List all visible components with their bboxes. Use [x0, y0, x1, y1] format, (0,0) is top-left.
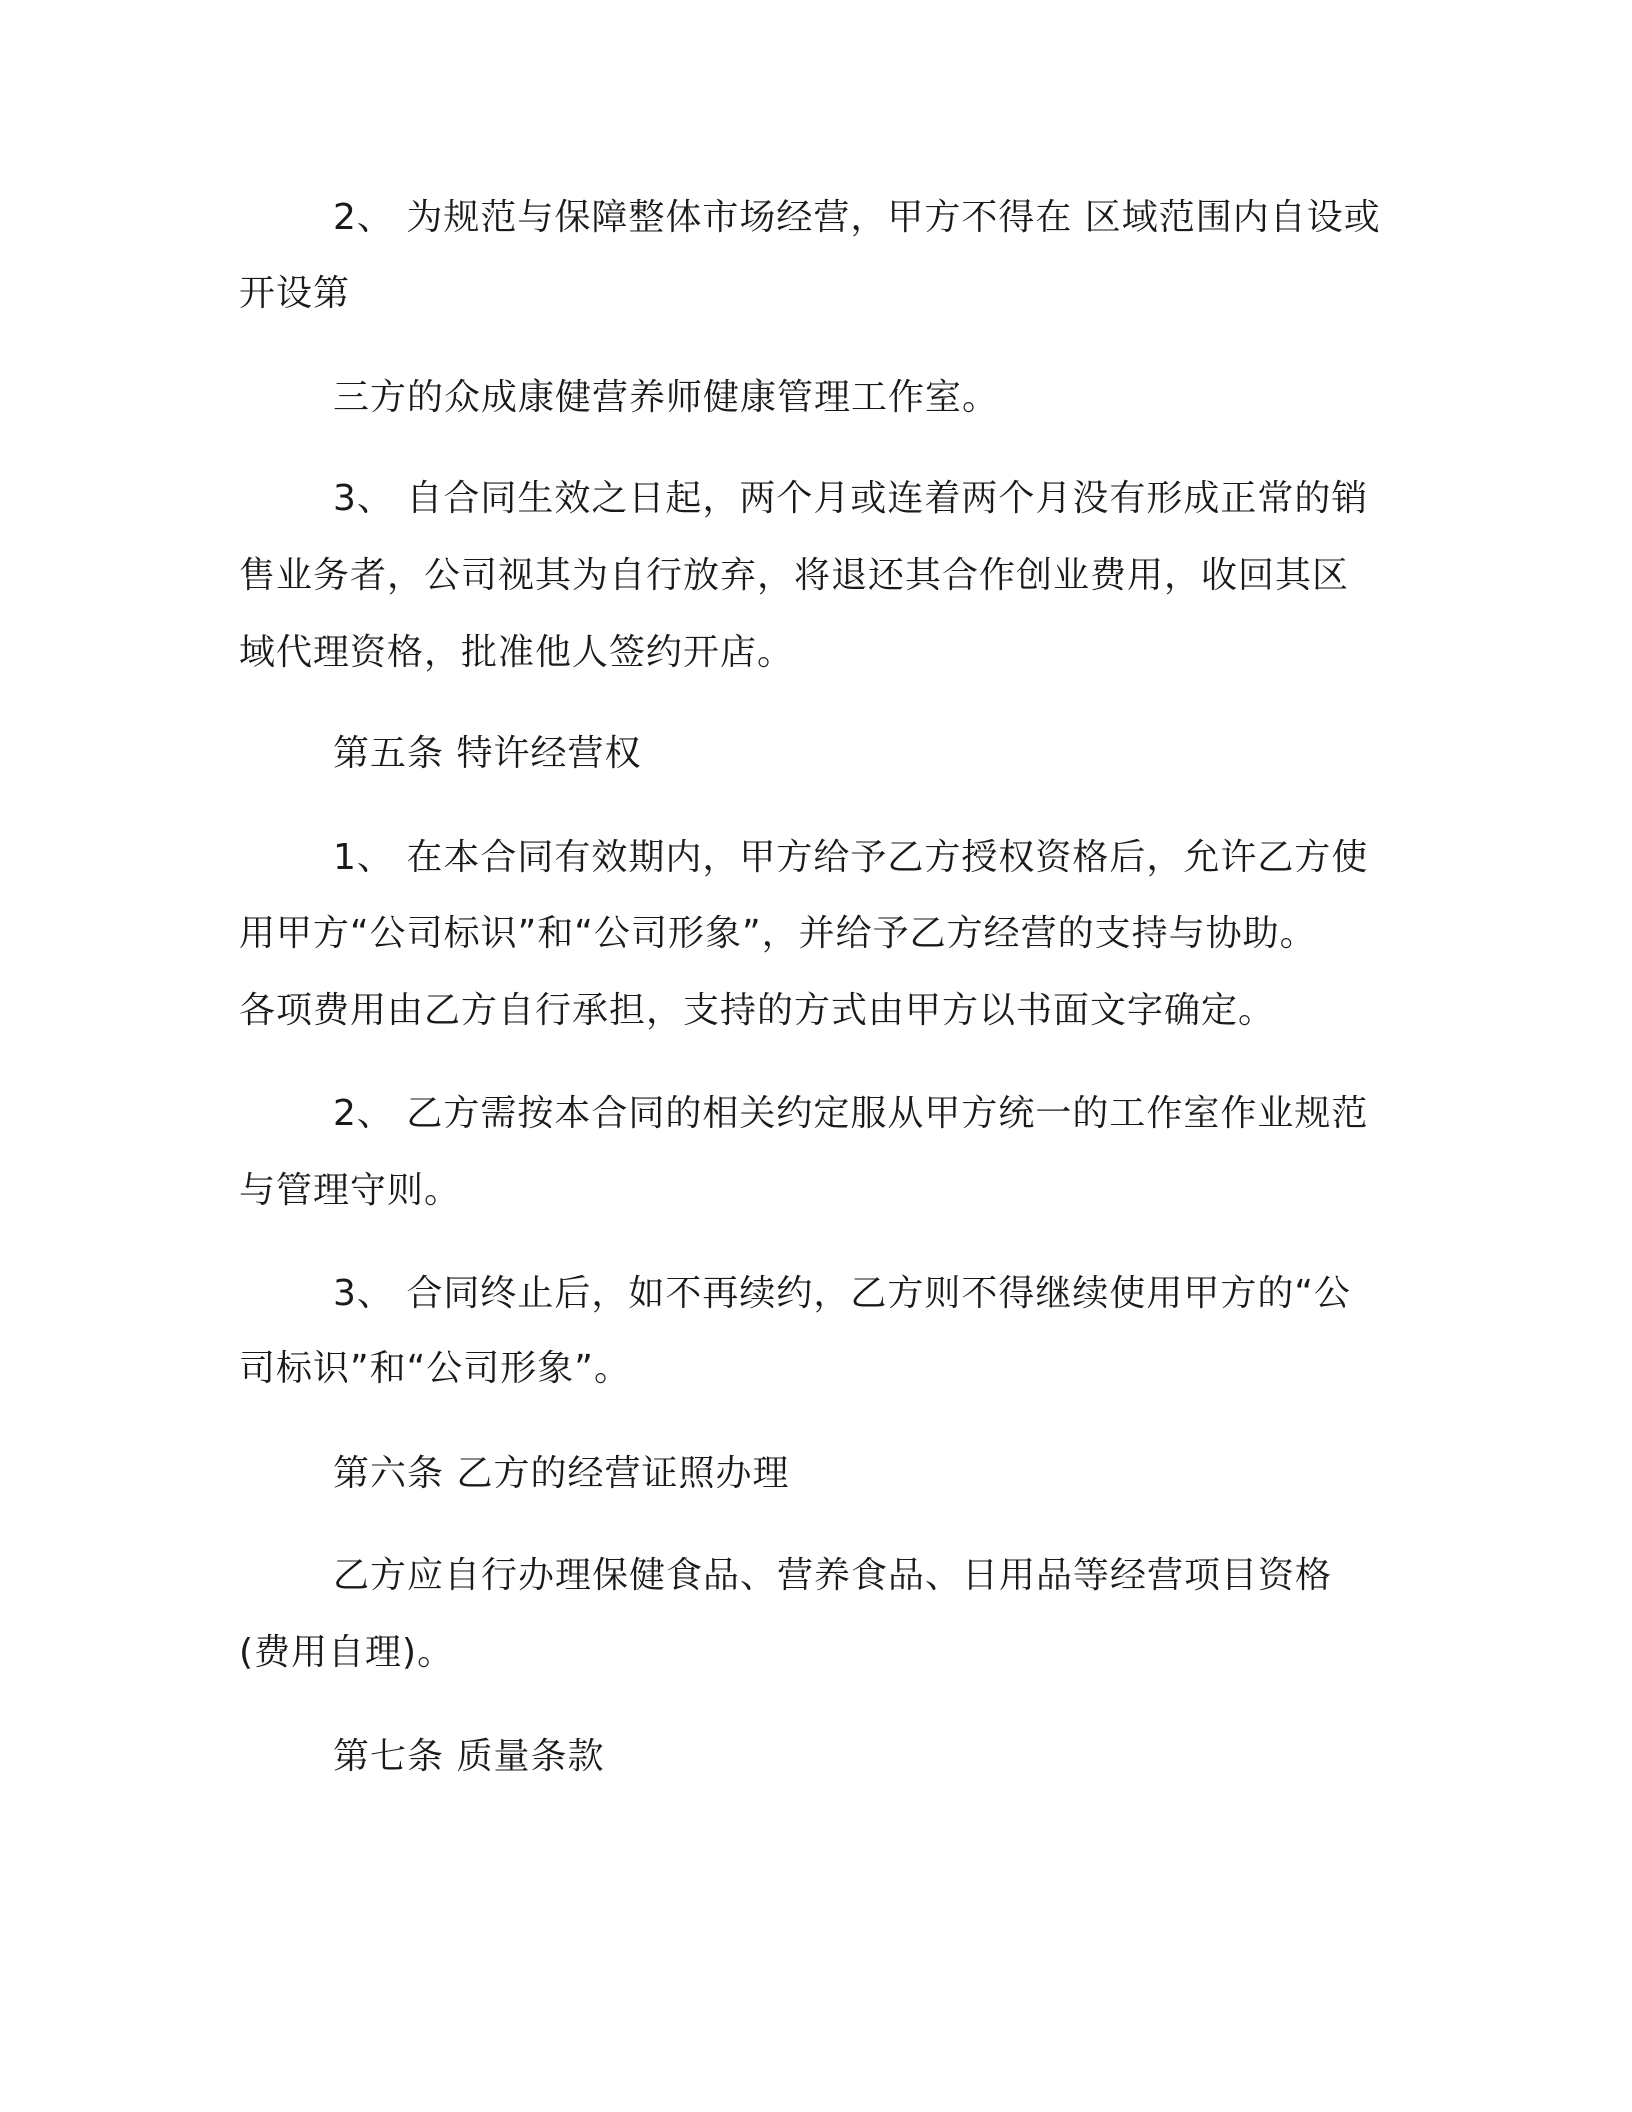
clause-4-item-3-line-1: 3、 自合同生效之日起，两个月或连着两个月没有形成正常的销 — [333, 478, 1369, 519]
clause-5-item-1-line-3: 各项费用由乙方自行承担，支持的方式由甲方以书面文字确定。 — [239, 990, 1276, 1031]
clause-5-item-1-line-1: 1、 在本合同有效期内，甲方给予乙方授权资格后，允许乙方使 — [333, 837, 1369, 878]
clause-5-item-2-line-1: 2、 乙方需按本合同的相关约定服从甲方统一的工作室作业规范 — [333, 1093, 1369, 1134]
clause-6-heading: 第六条 乙方的经营证照办理 — [333, 1453, 790, 1494]
clause-5-item-1-line-2: 用甲方“公司标识”和“公司形象”，并给予乙方经营的支持与协助。 — [239, 913, 1317, 954]
clause-4-item-3-line-3: 域代理资格，批准他人签约开店。 — [239, 632, 795, 673]
clause-5-item-2-line-2: 与管理守则。 — [239, 1170, 462, 1211]
clause-5-item-3-line-2: 司标识”和“公司形象”。 — [239, 1348, 631, 1389]
clause-6-body-line-1: 乙方应自行办理保健食品、营养食品、日用品等经营项目资格 — [333, 1555, 1333, 1596]
clause-5-heading: 第五条 特许经营权 — [333, 733, 642, 774]
clause-4-item-2-line-1: 2、 为规范与保障整体市场经营，甲方不得在 区域范围内自设或 — [333, 197, 1381, 238]
clause-6-body-line-2: (费用自理)。 — [239, 1632, 455, 1673]
clause-4-item-2-line-2: 开设第 — [239, 273, 351, 314]
clause-7-heading: 第七条 质量条款 — [333, 1736, 605, 1777]
clause-4-item-2-line-3: 三方的众成康健营养师健康管理工作室。 — [333, 377, 1000, 418]
clause-4-item-3-line-2: 售业务者，公司视其为自行放弃，将退还其合作创业费用，收回其区 — [239, 555, 1350, 596]
clause-5-item-3-line-1: 3、 合同终止后，如不再续约，乙方则不得继续使用甲方的“公 — [333, 1273, 1351, 1314]
